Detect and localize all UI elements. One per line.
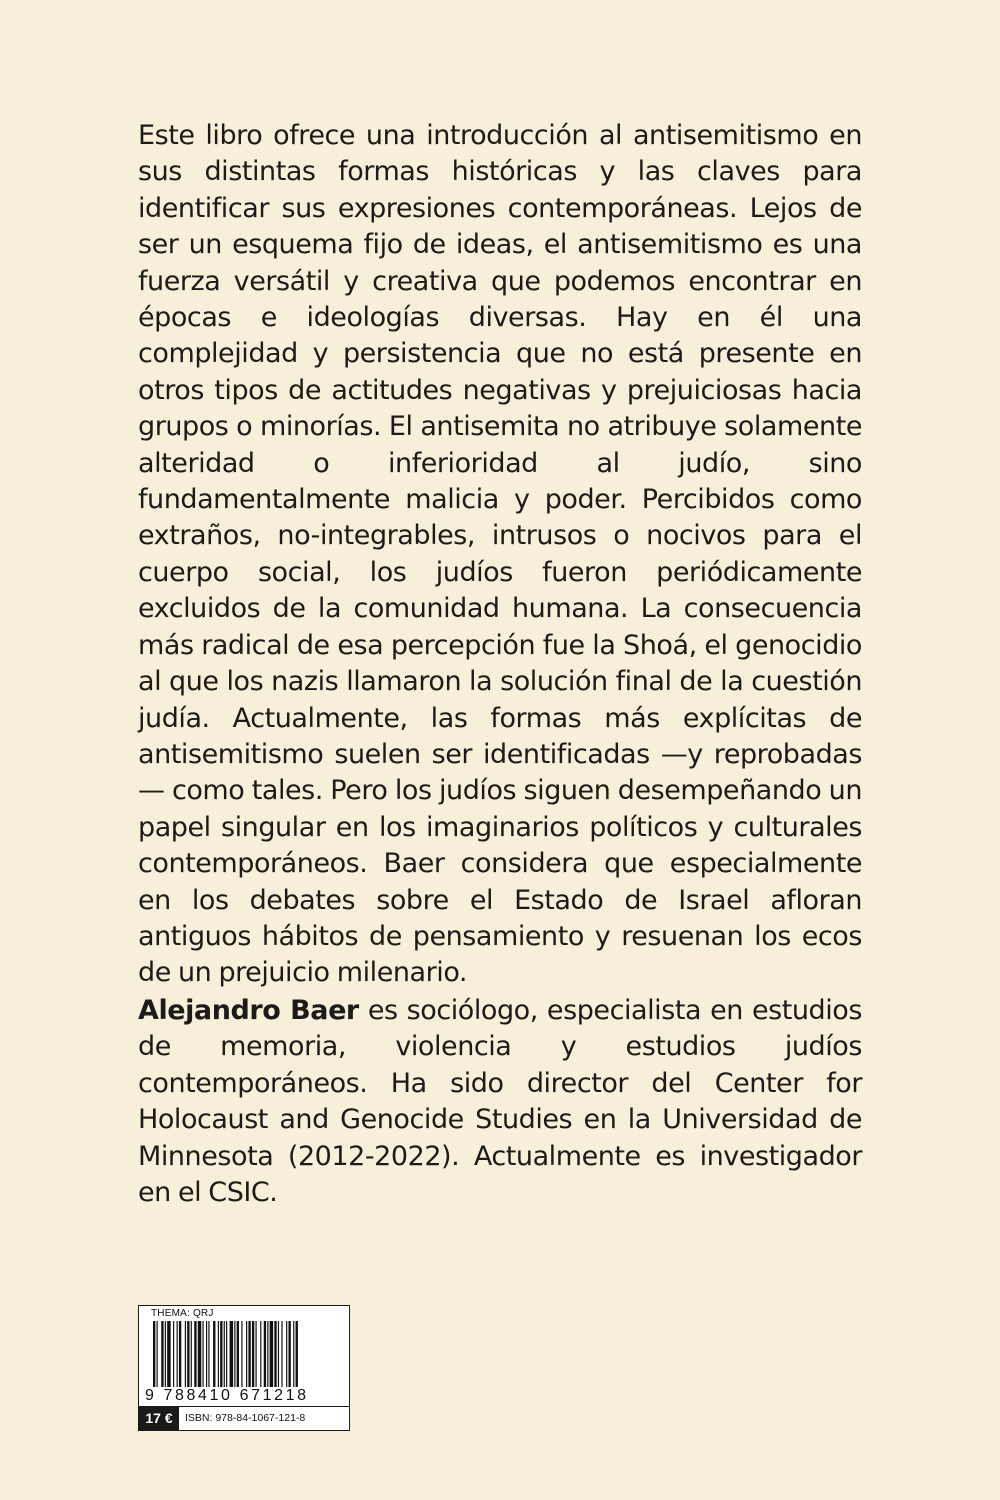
barcode-bar xyxy=(252,1321,254,1387)
book-blurb: Este libro ofrece una introducción al antisemitismo en sus distintas formas históricas y las claves para identificar sus expresiones contemporáneas. Lejos de ser un esquema fijo de ideas, el antisemitismo es una fuerza versátil y creativa que podemos encontrar en épocas e ideologías diversas. Hay en él una complejidad y persistencia que no está presente en otros tipos de actitudes negativas y prejuiciosas hacia grupos o minorías. El antisemita no atribuye solamente alteridad o inferioridad al judío, sino fundamentalmente malicia y poder. Percibidos como extraños, no-integrables, intrusos o nocivos para el cuerpo social, los judíos fueron periódicamente excluidos de la comunidad humana. La consecuencia más radical de esa percepción fue la Shoá, el genocidio al que los nazis llamaron la solución final de la cuestión judía. Actualmente, las formas más explícitas de antisemitismo suelen ser identificadas —y reprobadas— como tales. Pero los judíos siguen desempeñando un papel singular en los imaginarios políticos y culturales contemporáneos. Baer considera que especialmente en los debates sobre el Estado de Israel afloran antiguos hábitos de pensamiento y resuenan los ecos de un prejuicio milenario. xyxy=(138,120,862,989)
barcode-bar xyxy=(218,1321,219,1387)
barcode-bar xyxy=(194,1321,196,1387)
barcode-bar xyxy=(226,1321,227,1387)
barcode-bar xyxy=(187,1321,189,1387)
barcode-bar xyxy=(206,1321,207,1387)
barcode-bar xyxy=(224,1321,225,1387)
barcode-bar xyxy=(173,1321,174,1387)
barcode-bar xyxy=(179,1321,181,1387)
barcode-bar xyxy=(248,1321,250,1387)
barcode-bar xyxy=(278,1321,279,1387)
barcode-bar xyxy=(237,1321,239,1387)
barcode-bar xyxy=(264,1321,266,1387)
barcode-bar xyxy=(161,1321,163,1387)
barcode-bar xyxy=(274,1321,276,1387)
price-badge: 17 € xyxy=(139,1407,179,1430)
barcode-bar xyxy=(185,1321,186,1387)
barcode-bar xyxy=(167,1321,171,1387)
barcode-bar xyxy=(246,1321,247,1387)
author-bio-text: es sociólogo, especialista en estudios de memoria, violencia y estudios judíos contemporáneos. Ha sido director del Center for Holocaust and Genocide Studies en la Universidad de Minnesota (2012-2022). Actualmente es investigador en el CSIC. xyxy=(138,995,862,1209)
barcode-bar xyxy=(260,1321,261,1387)
barcode-bar xyxy=(165,1321,166,1387)
price-row xyxy=(139,1406,349,1430)
barcode-icon xyxy=(149,1321,341,1387)
barcode-bar xyxy=(288,1321,290,1387)
barcode-bar xyxy=(153,1321,155,1387)
barcode-bar xyxy=(286,1321,287,1387)
barcode-bar xyxy=(191,1321,192,1387)
author-bio xyxy=(138,993,862,1211)
barcode-bar xyxy=(230,1321,234,1387)
barcode-bar xyxy=(270,1321,274,1387)
barcode-box xyxy=(138,1305,350,1431)
barcode-bar xyxy=(220,1321,222,1387)
barcode-bar xyxy=(177,1321,178,1387)
barcode-digits: 9 788410 671218 xyxy=(145,1387,309,1404)
barcode-bar xyxy=(198,1321,202,1387)
barcode-bar xyxy=(296,1321,298,1387)
isbn-text: ISBN: 978-84-1067-121-8 xyxy=(185,1412,306,1424)
barcode-bar xyxy=(234,1321,235,1387)
thema-code: THEMA: QRJ xyxy=(151,1308,214,1319)
barcode-bar xyxy=(255,1321,256,1387)
author-name: Alejandro Baer xyxy=(138,995,359,1026)
barcode-bar xyxy=(208,1321,209,1387)
barcode-bar xyxy=(241,1321,242,1387)
barcode-bar xyxy=(202,1321,203,1387)
barcode-bar xyxy=(213,1321,215,1387)
barcode-bar xyxy=(157,1321,158,1387)
barcode-bar xyxy=(293,1321,294,1387)
barcode-bar xyxy=(281,1321,282,1387)
barcode-bar xyxy=(267,1321,268,1387)
